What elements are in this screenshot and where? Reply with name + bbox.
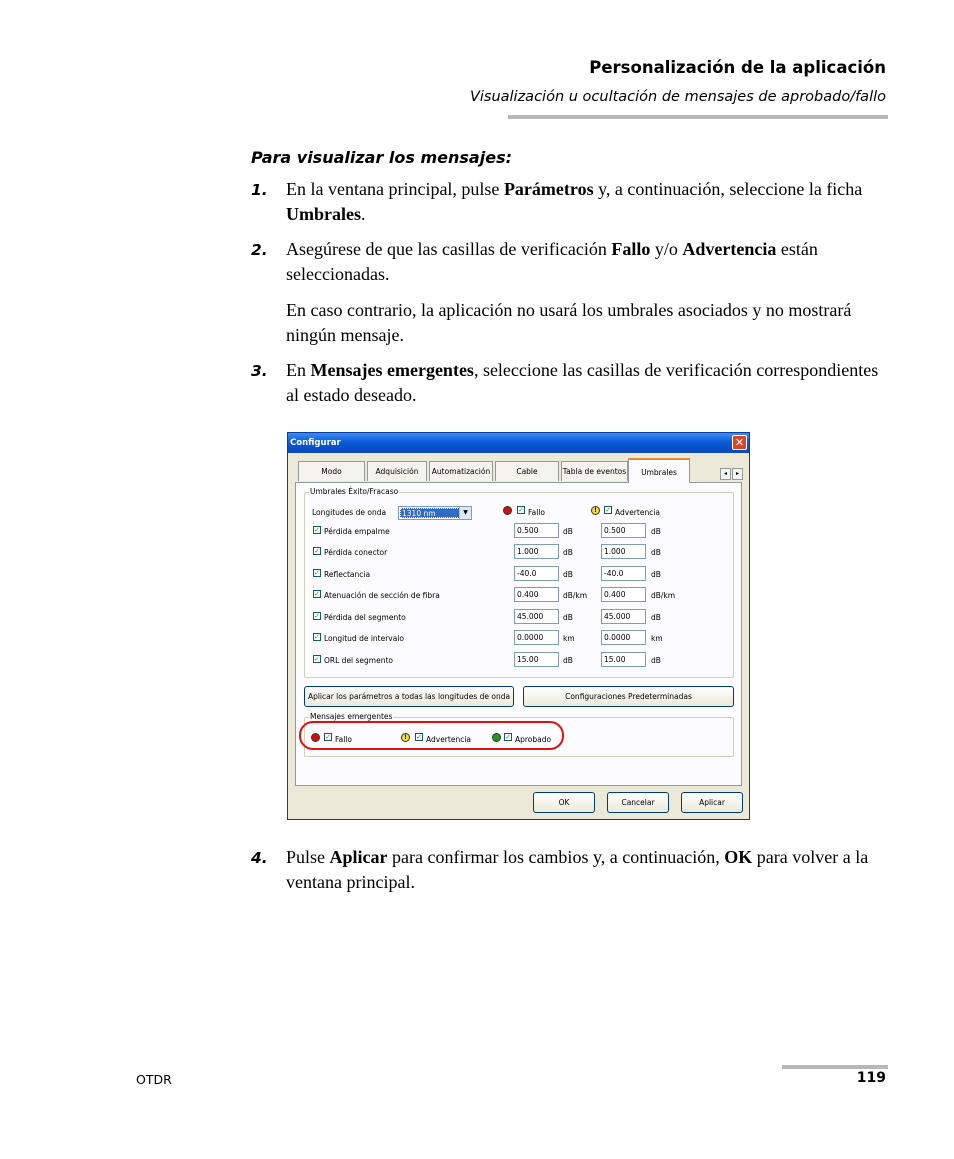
row-unit: dB bbox=[651, 613, 661, 622]
tab-scroll-right-icon[interactable]: ▸ bbox=[732, 468, 743, 480]
step-1-number: 1. bbox=[251, 181, 268, 199]
step-4-text: Pulse Aplicar para confirmar los cambios y, a continuación, OK para volver a la ventana principal. bbox=[286, 847, 869, 892]
warning-threshold-input[interactable]: 0.0000 bbox=[601, 630, 646, 645]
fail-threshold-input[interactable]: 45.000 bbox=[514, 609, 559, 624]
warning-status-icon: ! bbox=[591, 506, 600, 515]
row-unit: dB bbox=[563, 570, 573, 579]
step-1-text: En la ventana principal, pulse Parámetros y, a continuación, seleccione la ficha Umbrales. bbox=[286, 179, 863, 224]
row-checkbox[interactable]: ✓ bbox=[314, 655, 320, 663]
warning-checkbox[interactable]: ✓ bbox=[605, 506, 611, 514]
popup-messages-highlight bbox=[299, 721, 564, 750]
row-unit: km bbox=[563, 634, 575, 643]
fail-label: Fallo bbox=[528, 508, 545, 517]
popup-messages-title: Mensajes emergentes bbox=[310, 712, 393, 721]
wavelength-select[interactable] bbox=[398, 506, 472, 520]
popup-fail-checkbox[interactable]: ✓ bbox=[325, 733, 331, 741]
ok-button[interactable]: OK bbox=[533, 792, 595, 813]
tab-adquisicion[interactable]: Adquisición bbox=[367, 461, 427, 481]
warning-threshold-input[interactable]: 0.400 bbox=[601, 587, 646, 602]
configure-dialog bbox=[287, 432, 750, 820]
default-settings-button[interactable]: Configuraciones Predeterminadas bbox=[523, 686, 734, 707]
row-unit: dB bbox=[563, 613, 573, 622]
popup-fail-label: Fallo bbox=[335, 735, 352, 744]
warning-threshold-input[interactable]: -40.0 bbox=[601, 566, 646, 581]
row-unit: dB bbox=[563, 548, 573, 557]
popup-pass-checkbox[interactable]: ✓ bbox=[505, 733, 511, 741]
row-unit: dB bbox=[651, 656, 661, 665]
row-checkbox[interactable]: ✓ bbox=[314, 526, 320, 534]
apply-button[interactable]: Aplicar bbox=[681, 792, 743, 813]
row-label: Pérdida empalme bbox=[324, 527, 390, 536]
popup-pass-label: Aprobado bbox=[515, 735, 552, 744]
close-icon[interactable]: ✕ bbox=[732, 435, 747, 450]
row-label: ORL del segmento bbox=[324, 656, 394, 665]
row-unit: dB/km bbox=[651, 591, 676, 600]
step-2-text: Asegúrese de que las casillas de verificación Fallo y/o Advertencia están seleccionadas. bbox=[286, 239, 818, 284]
fail-threshold-input[interactable]: 0.500 bbox=[514, 523, 559, 538]
row-checkbox[interactable]: ✓ bbox=[314, 633, 320, 641]
row-checkbox[interactable]: ✓ bbox=[314, 569, 320, 577]
dialog-title: Configurar bbox=[290, 438, 341, 448]
thresholds-group bbox=[304, 487, 734, 678]
step-3-text: En Mensajes emergentes, seleccione las casillas de verificación correspondientes al estado deseado. bbox=[286, 360, 879, 405]
tab-tabla-de-eventos[interactable]: Tabla de eventos bbox=[561, 461, 628, 481]
page-number: 119 bbox=[856, 1070, 886, 1086]
cancel-button[interactable]: Cancelar bbox=[607, 792, 669, 813]
popup-warning-label: Advertencia bbox=[426, 735, 472, 744]
warning-threshold-input[interactable]: 1.000 bbox=[601, 544, 646, 559]
row-unit: dB bbox=[563, 656, 573, 665]
dialog-titlebar bbox=[288, 433, 749, 453]
fail-threshold-input[interactable]: 1.000 bbox=[514, 544, 559, 559]
row-checkbox[interactable]: ✓ bbox=[314, 590, 320, 598]
tab-cable[interactable]: Cable bbox=[495, 461, 559, 481]
header-rule bbox=[508, 115, 888, 119]
step-4-number: 4. bbox=[251, 849, 268, 867]
row-unit: dB bbox=[563, 527, 573, 536]
row-unit: dB bbox=[651, 570, 661, 579]
row-label: Longitud de intervalo bbox=[324, 634, 405, 643]
row-unit: dB bbox=[651, 548, 661, 557]
row-checkbox[interactable]: ✓ bbox=[314, 612, 320, 620]
row-label: Atenuación de sección de fibra bbox=[324, 591, 440, 600]
row-checkbox[interactable]: ✓ bbox=[314, 547, 320, 555]
fail-threshold-input[interactable]: 0.0000 bbox=[514, 630, 559, 645]
footer-rule bbox=[782, 1065, 888, 1069]
fail-checkbox[interactable]: ✓ bbox=[518, 506, 524, 514]
step-2-number: 2. bbox=[251, 241, 268, 259]
row-unit: dB bbox=[651, 527, 661, 536]
warning-threshold-input[interactable]: 45.000 bbox=[601, 609, 646, 624]
fail-status-icon bbox=[503, 506, 512, 515]
wavelength-value: 1310 nm bbox=[400, 508, 460, 518]
popup-warning-status-icon: ! bbox=[401, 733, 410, 742]
row-unit: dB/km bbox=[563, 591, 588, 600]
chevron-down-icon[interactable]: ▼ bbox=[459, 507, 471, 519]
row-unit: km bbox=[651, 634, 663, 643]
warning-threshold-input[interactable]: 0.500 bbox=[601, 523, 646, 538]
warning-label: Advertencia bbox=[615, 508, 661, 517]
section-title: Para visualizar los mensajes: bbox=[251, 148, 512, 167]
popup-warning-checkbox[interactable]: ✓ bbox=[416, 733, 422, 741]
fail-threshold-input[interactable]: 0.400 bbox=[514, 587, 559, 602]
row-label: Pérdida del segmento bbox=[324, 613, 406, 622]
fail-threshold-input[interactable]: -40.0 bbox=[514, 566, 559, 581]
wavelength-label: Longitudes de onda bbox=[312, 508, 387, 517]
step-3-number: 3. bbox=[251, 362, 268, 380]
thresholds-group-title: Umbrales Éxito/Fracaso bbox=[310, 487, 399, 496]
tab-umbrales[interactable]: Umbrales bbox=[628, 458, 690, 483]
footer-product: OTDR bbox=[136, 1072, 172, 1087]
row-label: Reflectancia bbox=[324, 570, 371, 579]
warning-threshold-input[interactable]: 15.00 bbox=[601, 652, 646, 667]
apply-all-wavelengths-button[interactable]: Aplicar los parámetros a todas las longitudes de onda bbox=[304, 686, 514, 707]
step-2-note: En caso contrario, la aplicación no usará los umbrales asociados y no mostrará ningún mensaje. bbox=[286, 300, 852, 345]
tab-modo[interactable]: Modo bbox=[298, 461, 365, 481]
header-subtitle: Visualización u ocultación de mensajes de aprobado/fallo bbox=[469, 89, 886, 105]
fail-threshold-input[interactable]: 15.00 bbox=[514, 652, 559, 667]
header-title: Personalización de la aplicación bbox=[589, 58, 886, 77]
tab-automatizacion[interactable]: Automatización bbox=[429, 461, 493, 481]
row-label: Pérdida conector bbox=[324, 548, 388, 557]
tab-scroll-left-icon[interactable]: ◂ bbox=[720, 468, 731, 480]
